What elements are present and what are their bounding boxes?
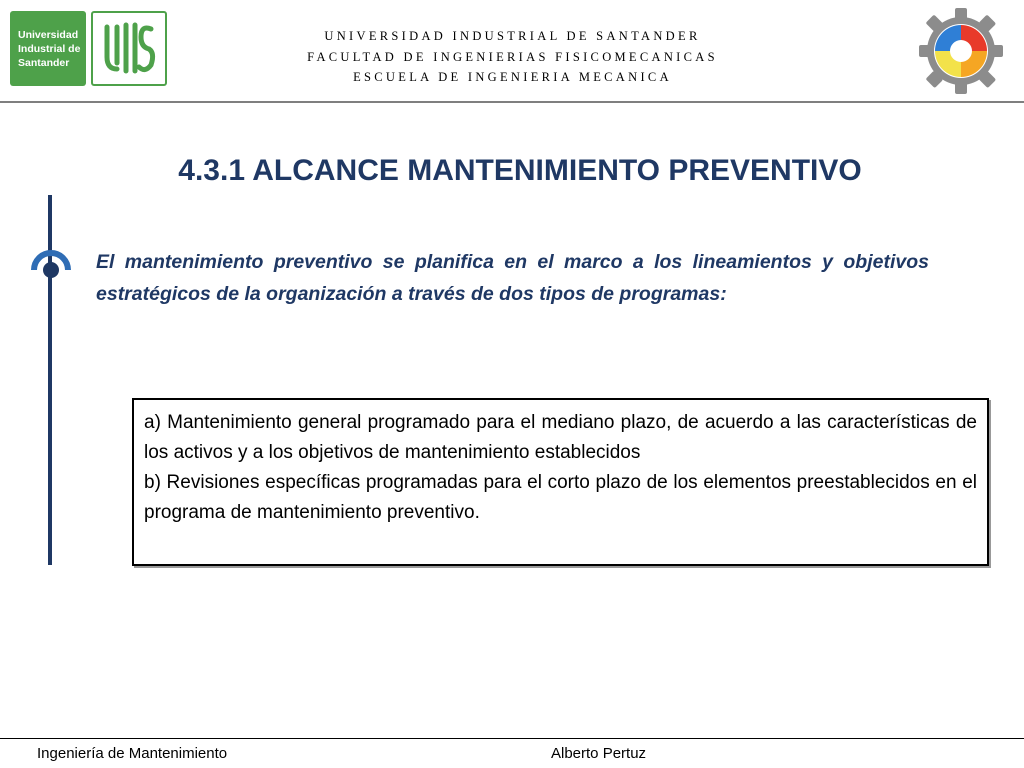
slide-title: 4.3.1 ALCANCE MANTENIMIENTO PREVENTIVO	[178, 154, 862, 187]
intro-paragraph: El mantenimiento preventivo se planifica en el marco a los lineamientos y objetivos estratégicos de la organización a través de dos tipos de programas:	[96, 251, 929, 305]
uis-logo-line-3: Santander	[18, 56, 70, 69]
uis-monogram-icon	[91, 11, 167, 86]
school-name: ESCUELA DE INGENIERIA MECANICA	[353, 70, 672, 84]
uis-logo-line-1: Universidad	[18, 28, 79, 41]
uis-logo-line-2: Industrial de	[18, 42, 81, 55]
university-name: UNIVERSIDAD INDUSTRIAL DE SANTANDER	[324, 29, 701, 43]
header-divider	[0, 101, 1024, 103]
footer-author: Alberto Pertuz	[551, 745, 647, 762]
gear-swirl-icon	[918, 5, 1004, 95]
program-item-b: b) Revisiones específicas programadas para el corto plazo de los elementos preestablecidos en el programa de mantenimiento preventivo.	[144, 472, 977, 523]
uis-text-logo	[10, 11, 86, 86]
program-item-a: a) Mantenimiento general programado para el mediano plazo, de acuerdo a las características de los activos y a los objetivos de mantenimiento establecidos	[144, 412, 977, 463]
institution-header	[250, 26, 775, 88]
timeline-bullet-icon	[31, 250, 71, 290]
faculty-name: FACULTAD DE INGENIERIAS FISICOMECANICAS	[307, 49, 718, 64]
programs-box	[132, 398, 989, 566]
footer-divider	[0, 738, 1024, 739]
footer-course: Ingeniería de Mantenimiento	[37, 745, 228, 762]
